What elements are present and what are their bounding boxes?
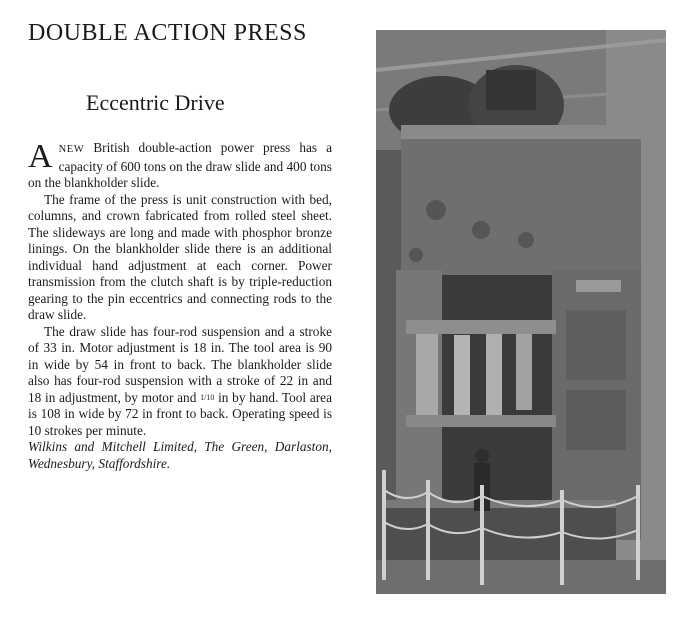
paragraph-3: [28, 324, 332, 440]
paragraph-3-text-a: The draw slide has four-rod suspension and a stroke of 33 in. Motor adjustment is 18 in. The tool area is 90 in wide by 54 in front to back. The blankholder slide also has four-rod suspension with a stroke of 22 in and 18 in adjustment, by motor and: [28, 323, 332, 405]
drop-cap: A: [28, 138, 53, 175]
lead-smallcaps: NEW: [58, 144, 85, 155]
headline: DOUBLE ACTION PRESS: [28, 20, 307, 46]
paragraph-1: [28, 140, 332, 192]
paragraph-3-text-b: in by hand. Tool area is 108 in wide by 72 in front to back. Operating speed is 10 strokes per minute.: [28, 389, 332, 438]
credit-line: Wilkins and Mitchell Limited, The Green, Darlaston, Wednesbury, Staffordshire.: [28, 439, 332, 471]
fraction: 1/10: [200, 392, 215, 402]
press-photograph: [376, 30, 666, 594]
paragraph-2: The frame of the press is unit construction with bed, columns, and crown fabricated from rolled steel sheet. The slideways are long and made with phosphor bronze linings. On the blankholder slide there is an additional individual hand adjustment at each corner. Power transmission from the clutch shaft is by triple-reduction gearing to the pin eccentrics and connecting rods to the draw slide.: [28, 191, 332, 322]
paragraph-1-text: British double-action power press has a capacity of 600 tons on the draw slide and 400 tons on the blankholder slide.: [28, 140, 332, 190]
subhead: Eccentric Drive: [86, 90, 225, 115]
article-body: [28, 140, 332, 472]
press-illustration: [376, 30, 666, 594]
